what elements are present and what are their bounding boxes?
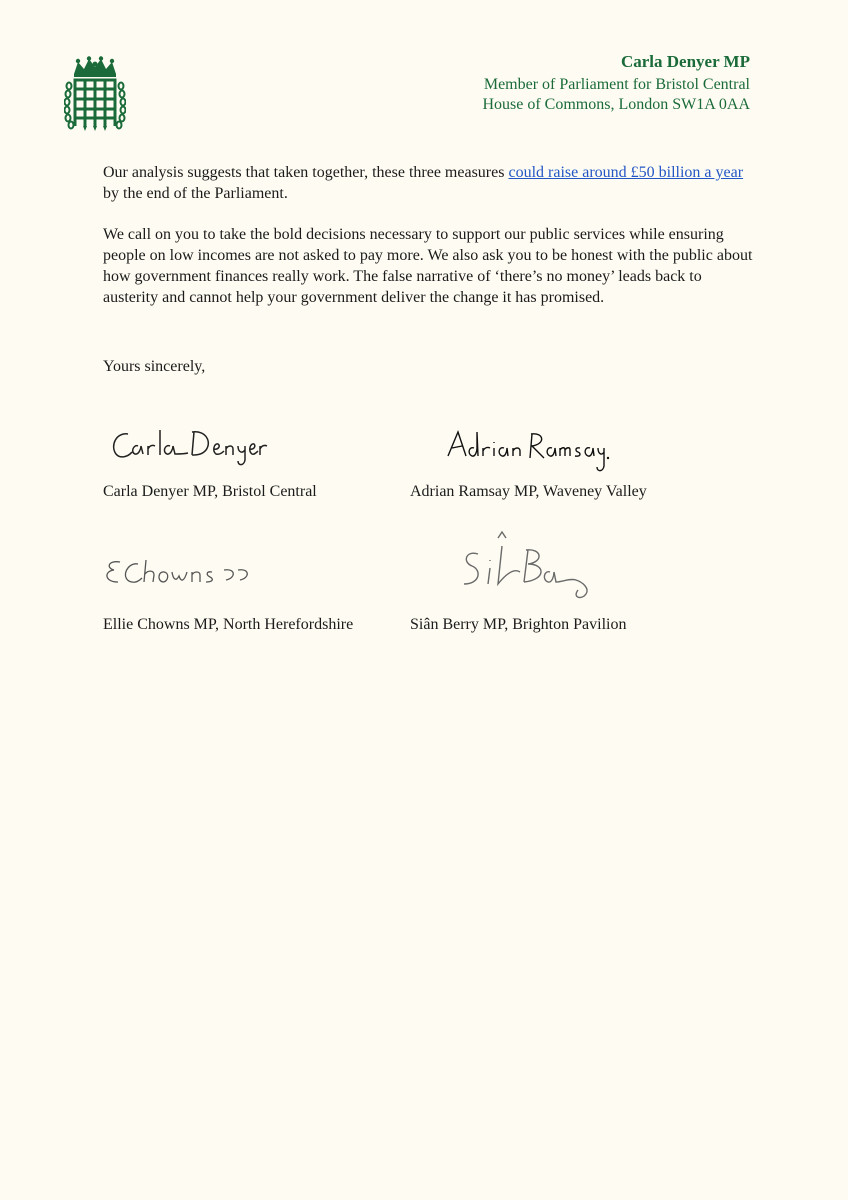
paragraph-text: We call on you to take the bold decisions necessary to support our public services while ensuring people on low incomes are not asked to pay more. We also ask you to be honest with the public about how government finances really work. The false narrative of ‘there’s no money’ leads back to austerity and cannot help your government deliver the change it has promised.	[103, 226, 753, 306]
signature-adrian-ramsay	[444, 428, 610, 476]
letterhead-address: House of Commons, London SW1A 0AA	[482, 96, 750, 113]
letterhead	[482, 52, 750, 115]
letterhead-name: Carla Denyer MP	[620, 52, 750, 71]
closing-salutation	[103, 356, 753, 377]
signature-sian-berry	[458, 528, 598, 604]
signatory-label: Adrian Ramsay MP, Waveney Valley	[410, 483, 647, 500]
paragraph-text: Our analysis suggests that taken together, these three measures	[103, 164, 509, 181]
paragraph-analysis	[103, 162, 753, 204]
signatory-label: Siân Berry MP, Brighton Pavilion	[410, 616, 627, 633]
estimate-link[interactable]: could raise around £50 billion a year	[508, 164, 744, 181]
closing-text: Yours sincerely,	[103, 358, 206, 375]
paragraph-call-to-action	[103, 224, 753, 308]
signatory-label: Ellie Chowns MP, North Herefordshire	[103, 616, 354, 633]
portcullis-logo	[64, 56, 126, 132]
signature-ellie-chowns	[100, 554, 260, 590]
paragraph-text: by the end of the Parliament.	[103, 185, 288, 202]
signatory-label: Carla Denyer MP, Bristol Central	[103, 483, 317, 500]
signature-carla-denyer	[108, 424, 268, 468]
letterhead-role: Member of Parliament for Bristol Central	[483, 76, 750, 93]
